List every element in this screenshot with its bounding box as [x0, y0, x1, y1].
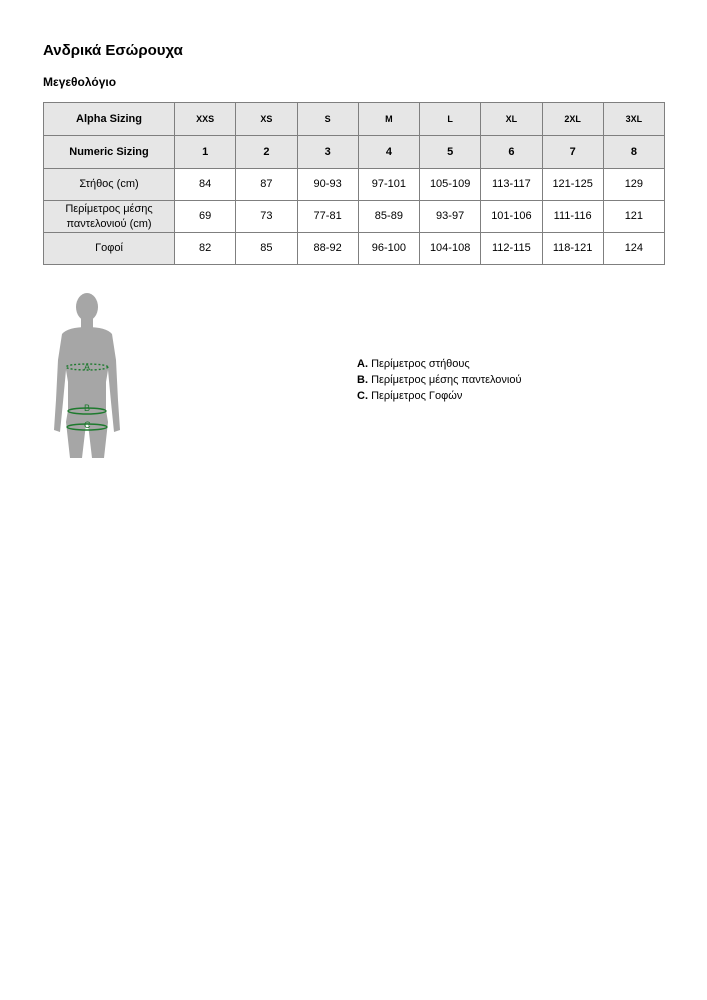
marker-a: A [84, 362, 91, 372]
size-chart-table [43, 102, 665, 265]
legend-text: Περίμετρος Γοφών [371, 390, 463, 402]
row-label [44, 201, 175, 233]
legend-key: A. [357, 358, 368, 370]
legend-item [357, 372, 522, 388]
table-cell: XXS [175, 103, 236, 136]
table-cell: 4 [358, 136, 419, 169]
table-cell: 87 [236, 169, 297, 201]
table-cell: 121-125 [542, 169, 603, 201]
table-cell: 111-116 [542, 201, 603, 233]
table-cell: 104-108 [420, 233, 481, 265]
row-label: Alpha Sizing [44, 103, 175, 136]
table-cell: 118-121 [542, 233, 603, 265]
table-row-hips [44, 233, 665, 265]
table-cell: 113-117 [481, 169, 542, 201]
legend-item [357, 388, 522, 404]
table-cell: 88-92 [297, 233, 358, 265]
table-row-chest [44, 169, 665, 201]
table-cell: M [358, 103, 419, 136]
table-cell: 121 [603, 201, 664, 233]
table-cell: L [420, 103, 481, 136]
table-cell: XS [236, 103, 297, 136]
legend-key: B. [357, 374, 368, 386]
table-cell: 77-81 [297, 201, 358, 233]
table-cell: 84 [175, 169, 236, 201]
page-title: Ανδρικά Εσώρουχα [43, 42, 183, 59]
table-cell: 73 [236, 201, 297, 233]
table-cell: 1 [175, 136, 236, 169]
table-cell: S [297, 103, 358, 136]
silhouette [54, 293, 120, 458]
table-row-alpha-sizing [44, 103, 665, 136]
table-cell: 93-97 [420, 201, 481, 233]
marker-c: C [84, 420, 91, 430]
legend-item [357, 356, 522, 372]
table-cell: 85 [236, 233, 297, 265]
table-cell: 129 [603, 169, 664, 201]
male-silhouette-icon [48, 290, 126, 468]
row-label: Στήθος (cm) [44, 169, 175, 201]
row-label: Γοφοί [44, 233, 175, 265]
table-cell: 2XL [542, 103, 603, 136]
page-subtitle: Μεγεθολόγιο [43, 75, 117, 89]
table-cell: 5 [420, 136, 481, 169]
table-cell: 8 [603, 136, 664, 169]
table-cell: 3 [297, 136, 358, 169]
table-cell: 101-106 [481, 201, 542, 233]
table-cell: 69 [175, 201, 236, 233]
body-measurement-figure [48, 290, 126, 468]
row-label-line: παντελονιού (cm) [66, 217, 152, 230]
legend-text: Περίμετρος μέσης παντελονιού [371, 374, 522, 386]
table-cell: 90-93 [297, 169, 358, 201]
table-cell: 6 [481, 136, 542, 169]
row-label: Numeric Sizing [44, 136, 175, 169]
table-cell: 96-100 [358, 233, 419, 265]
table-cell: 105-109 [420, 169, 481, 201]
table-row-waist [44, 201, 665, 233]
table-cell: 3XL [603, 103, 664, 136]
row-label-line: Περίμετρος μέσης [65, 202, 153, 215]
table-cell: XL [481, 103, 542, 136]
table-row-numeric-sizing [44, 136, 665, 169]
legend-key: C. [357, 390, 368, 402]
table-cell: 85-89 [358, 201, 419, 233]
table-cell: 97-101 [358, 169, 419, 201]
legend-text: Περίμετρος στήθους [371, 358, 470, 370]
marker-b: B [84, 403, 91, 413]
table-cell: 2 [236, 136, 297, 169]
measurement-legend [357, 356, 522, 404]
table-cell: 7 [542, 136, 603, 169]
table-cell: 124 [603, 233, 664, 265]
table-cell: 112-115 [481, 233, 542, 265]
table-cell: 82 [175, 233, 236, 265]
